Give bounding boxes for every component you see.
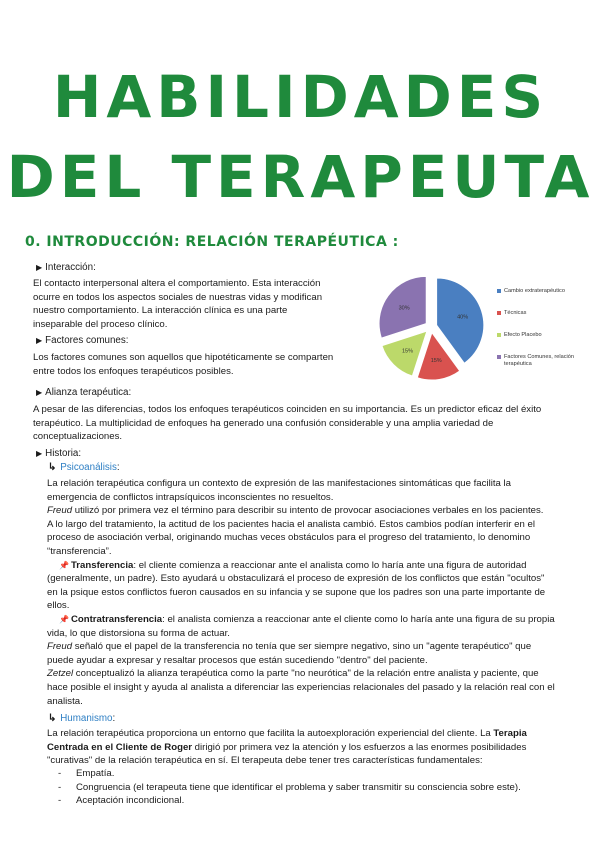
text-line: inseparable del proceso clínico. bbox=[33, 318, 168, 330]
list-item bbox=[58, 767, 521, 781]
triangle-bullet-icon: ▶ bbox=[36, 449, 43, 458]
return-arrow-icon: ↳ bbox=[48, 713, 57, 724]
text-line bbox=[47, 727, 592, 741]
term: Centrada en el Cliente de Roger bbox=[47, 741, 193, 753]
text-line: emergencia de conflictos intrapsíquicos inconscientes no resueltos. bbox=[47, 491, 334, 503]
legend-swatch bbox=[497, 289, 501, 293]
humanismo-body bbox=[47, 727, 592, 768]
dash: - bbox=[58, 795, 62, 807]
factores-heading-text: Factores comunes: bbox=[45, 335, 129, 346]
interaccion-text bbox=[33, 277, 322, 331]
text-line: puede ayudar a expresar y resaltar procesos que están sucediendo "dentro" del paciente. bbox=[47, 654, 428, 666]
pie-data-label: 15% bbox=[401, 348, 413, 355]
chart-legend bbox=[497, 288, 587, 376]
text-line: conceptualizaciones. bbox=[33, 431, 123, 443]
text-run: utilizó por primera vez el término para describir su intento de provocar asociaciones verbales en los pacientes. bbox=[72, 505, 544, 517]
text-line: A pesar de las diferencias, todos los enfoques terapéuticos coinciden en su importancia. Es un predictor eficaz del éxito bbox=[33, 404, 542, 415]
colon: : bbox=[116, 462, 120, 473]
alianza-text bbox=[33, 403, 541, 444]
list-item-text: Aceptación incondicional. bbox=[76, 795, 185, 807]
psicoanalisis-heading bbox=[48, 461, 120, 474]
transferencia-paragraph bbox=[47, 559, 587, 573]
text-line: en la psique estos conflictos fueron causados en su infancia y se supone que los padres son una parte importante de bbox=[47, 586, 546, 598]
title-line-2: DEL TERAPEUTA bbox=[6, 143, 595, 211]
legend-label: Técnicas bbox=[504, 310, 527, 316]
freud-2-paragraph bbox=[47, 640, 587, 654]
text-run: señaló que el papel de la transferencia no tenía que ser siempre negativo, sino un "agente terapéutico" que bbox=[72, 641, 532, 653]
text-line: ellos. bbox=[47, 600, 70, 612]
legend-label: Factores Comunes, relación terapéutica bbox=[504, 354, 574, 367]
interaccion-heading bbox=[36, 261, 96, 274]
psicoanalisis-body bbox=[47, 477, 587, 708]
interaccion-heading-text: Interacción: bbox=[45, 262, 96, 273]
legend-swatch bbox=[497, 311, 501, 315]
list-item bbox=[58, 781, 521, 795]
text-line: nuestro comportamiento. La interacción clínica es una parte bbox=[33, 305, 288, 317]
factores-heading bbox=[36, 334, 128, 347]
return-arrow-icon: ↳ bbox=[48, 462, 57, 473]
pin-icon: 📌 bbox=[59, 560, 69, 570]
contratransferencia-paragraph bbox=[47, 613, 587, 627]
section-title: 0. INTRODUCCIÓN: RELACIÓN TERAPÉUTICA : bbox=[25, 234, 399, 250]
list-item-text: Congruencia (el terapeuta tiene que identificar el problema y saber transmitir su consciencia sobre este). bbox=[76, 781, 521, 793]
triangle-bullet-icon: ▶ bbox=[36, 263, 43, 272]
author-name: Freud bbox=[47, 505, 73, 517]
legend-item bbox=[497, 288, 587, 310]
triangle-bullet-icon: ▶ bbox=[36, 336, 43, 345]
legend-item bbox=[497, 310, 587, 332]
text-line: La relación terapéutica configura un contexto de expresión de las manifestaciones sintomáticas que facilita la bbox=[47, 478, 511, 489]
legend-swatch bbox=[497, 333, 501, 337]
text-line: Los factores comunes son aquellos que hipotéticamente se comparten bbox=[33, 352, 334, 363]
text-run: : el analista comienza a reaccionar ante el cliente como lo haría ante una figura de su propia bbox=[162, 613, 555, 625]
legend-swatch bbox=[497, 355, 501, 359]
alianza-heading bbox=[36, 386, 131, 399]
dash: - bbox=[58, 781, 62, 793]
author-name: Freud bbox=[47, 641, 73, 653]
pie-data-label: 40% bbox=[457, 314, 469, 321]
text-line bbox=[47, 741, 592, 755]
text-run: La relación terapéutica proporciona un entorno que facilita la autoexploración experiencial del cliente. La bbox=[47, 728, 494, 739]
historia-heading-text: Historia: bbox=[45, 448, 82, 459]
legend-label: Cambio extraterapéutico bbox=[504, 288, 565, 294]
text-line: A lo largo del tratamiento, la actitud de los pacientes hacia el analista cambió. Estos cambios podían interferir en el bbox=[47, 518, 535, 530]
alianza-heading-text: Alianza terapéutica: bbox=[45, 387, 132, 398]
title-line-1: HABILIDADES bbox=[52, 63, 549, 131]
author-name: Zetzel bbox=[47, 668, 74, 680]
legend-label: Efecto Placebo bbox=[504, 332, 542, 338]
text-run: : el cliente comienza a reaccionar ante el analista como lo haría ante una figura de autoridad bbox=[133, 559, 527, 571]
characteristics-list bbox=[58, 767, 521, 808]
text-line: "curativas" de la relación terapéutica en sí. El terapeuta debe tener tres características fundamentales: bbox=[47, 755, 483, 767]
factores-text bbox=[33, 351, 333, 378]
text-line: proceso de asociación verbal, originando muchas veces obstáculos para el progreso del tratamiento, lo denomino bbox=[47, 532, 531, 544]
text-line: hace posible el insight y ayuda al analista a diferenciar las experiencias relacionales del pasado y la relación real con el bbox=[47, 681, 555, 693]
text-line: analista. bbox=[47, 695, 83, 707]
historia-heading bbox=[36, 447, 81, 460]
legend-item bbox=[497, 332, 587, 354]
pin-icon: 📌 bbox=[59, 614, 69, 624]
pie-data-label: 30% bbox=[398, 305, 410, 312]
humanismo-label: Humanismo bbox=[60, 713, 113, 724]
list-item bbox=[58, 794, 521, 808]
text-line: entre todos los enfoques terapéuticos posibles. bbox=[33, 365, 234, 377]
pie-data-label: 15% bbox=[430, 357, 442, 364]
term: Terapia bbox=[493, 728, 527, 739]
term: Contratransferencia bbox=[70, 613, 163, 625]
triangle-bullet-icon: ▶ bbox=[36, 388, 43, 397]
text-run: dirigió por primera vez la atención y los esfuerzos a las enormes posibilidades bbox=[192, 741, 527, 753]
legend-item bbox=[497, 354, 587, 376]
term: Transferencia bbox=[70, 559, 134, 571]
humanismo-heading bbox=[48, 712, 115, 725]
dash: - bbox=[58, 768, 62, 779]
text-line: terapéutico. La multiplicidad de enfoques ha generado una confusión considerable y una amplia variedad de bbox=[33, 417, 494, 429]
text-run: conceptualizó la alianza terapéutica como la parte "no neurótica" de la relación entre analista y paciente, que bbox=[73, 668, 539, 680]
text-line: El contacto interpersonal altera el comportamiento. Esta interacción bbox=[33, 278, 321, 289]
freud-paragraph bbox=[47, 504, 587, 518]
text-line: “transferencia”. bbox=[47, 545, 112, 557]
text-line: ocurre en todos los aspectos sociales de nuestras vidas y modifican bbox=[33, 291, 323, 303]
zetzel-paragraph bbox=[47, 667, 587, 681]
text-line: (generalmente, un padre). Esto ayudará u obstaculizará el proceso de expresión de los conflictos que están "ocultos" bbox=[47, 573, 545, 585]
psicoanalisis-label: Psicoanálisis bbox=[60, 462, 117, 473]
text-line: vida, lo que distorsiona su forma de actuar. bbox=[47, 627, 230, 639]
colon: : bbox=[112, 713, 116, 724]
list-item-text: Empatía. bbox=[76, 768, 115, 779]
